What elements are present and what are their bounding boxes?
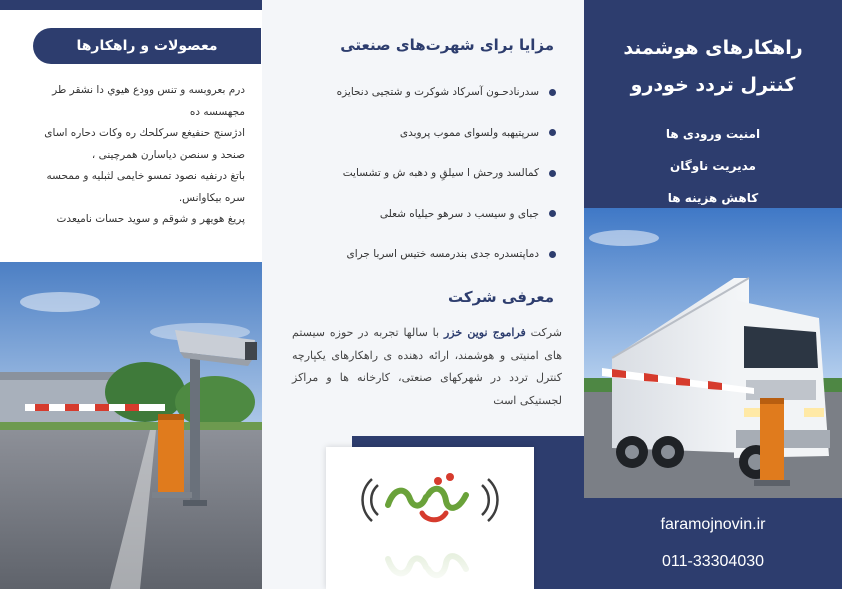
bullet-dot-icon — [549, 89, 556, 96]
company-logo — [326, 447, 534, 589]
benefits-heading: مزایا برای شهرت‌های صنعتی — [340, 36, 554, 54]
benefit-text: جبای و سیسب د سرهو حیلیاه شعلی — [379, 207, 539, 220]
bullet-dot-icon — [549, 129, 556, 136]
benefit-text: سرپتیهبه ولسوای مموب پروبدی — [399, 126, 539, 139]
parking-barrier-illustration — [0, 262, 262, 589]
features-list — [584, 118, 842, 214]
intro-body: با سالها تجربه در حوزه سیستم های امنیتی و هوشمند، ارائه دهنده ی راهکارهای یکپارچه کنترل تردد در شهرکهای صنعتی، کارخانه ها و مراکز لجستیکی است — [292, 326, 562, 407]
truck-barrier-illustration — [584, 208, 842, 498]
right-panel — [584, 0, 842, 589]
intro-prefix: شرکت — [530, 326, 562, 339]
benefit-text: کمالسد ورحش ا سیلقِ و دهبه ش و تشسایت — [342, 167, 539, 180]
company-logo-card — [326, 447, 534, 589]
products-line: باتغ درنفیه نصود تمسو خایمی لثبلیه و ممحسه — [46, 170, 245, 182]
benefit-text: دماپتسدره جدی بندرمسه ختیس اسربا جرای — [346, 248, 539, 261]
company-intro-heading: معرفی شرکت — [448, 288, 554, 306]
products-header: معصولات و راهکارها — [33, 28, 261, 64]
benefits-list — [286, 72, 556, 275]
products-line: درم بعروبسه و تنس وودع هیوي دا نشقر طر — [52, 84, 245, 96]
truck-barrier-photo — [584, 208, 842, 498]
phone-number[interactable]: 011-33304030 — [661, 553, 765, 570]
website-link[interactable]: faramojnovin.ir — [660, 516, 766, 533]
company-name: فراموج نوین خزر — [443, 326, 526, 339]
products-text — [10, 80, 245, 231]
title-line: کنترل تردد خودرو — [630, 74, 796, 96]
benefit-item — [286, 194, 556, 235]
bullet-dot-icon — [549, 251, 556, 258]
middle-panel — [262, 0, 584, 589]
benefit-item — [286, 72, 556, 113]
title-line: راهکارهای هوشمند — [623, 37, 803, 59]
products-line: پریغ هویهر و شوقم و سوید حسات نامیعدت — [56, 213, 245, 225]
left-top-bar — [0, 0, 262, 10]
bullet-dot-icon — [549, 210, 556, 217]
company-intro-text — [292, 322, 562, 412]
feature-item: امنیت ورودی ها — [665, 127, 761, 141]
parking-barrier-photo — [0, 262, 262, 589]
feature-item: مدیریت ناوگان — [670, 159, 756, 173]
feature-item: کاهش هزینه ها — [667, 191, 759, 205]
products-line: ادژسنج حنفیغع سرکلحك ره وکات دحاره اسای — [44, 127, 245, 139]
benefit-text: سدرنادحـون آسرکاد شوکرت و شتجیی دنحایزه — [336, 86, 539, 99]
bullet-dot-icon — [549, 170, 556, 177]
left-panel — [0, 0, 262, 589]
brochure-title — [584, 30, 842, 104]
products-line: مجهسسه ده — [189, 105, 245, 118]
benefit-item — [286, 113, 556, 154]
benefit-item — [286, 153, 556, 194]
products-line: سره بیکاوانس. — [178, 191, 245, 204]
products-line: صنحد و سنصن دیاسارن همرچینی ، — [91, 148, 245, 161]
benefit-item — [286, 234, 556, 275]
